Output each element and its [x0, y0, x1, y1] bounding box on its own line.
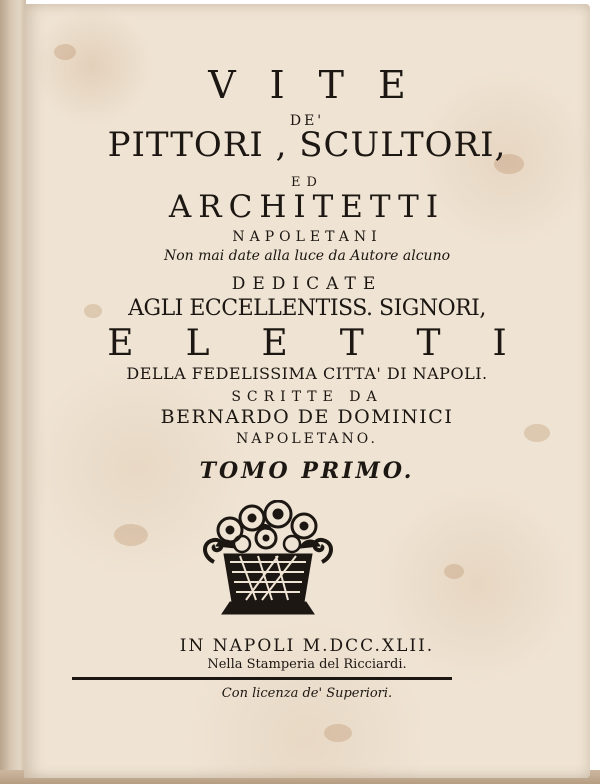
author-origin: NAPOLETANO.	[236, 431, 378, 447]
title-de: DE'	[289, 113, 325, 129]
dedication-recipients: AGLI ECCELLENTISS. SIGNORI,	[128, 296, 486, 321]
title-napoletani: NAPOLETANI	[232, 229, 382, 245]
imprint-printer: Nella Stamperia del Ricciardi.	[207, 657, 407, 672]
author-name: BERNARDO DE DOMINICI	[160, 406, 454, 428]
imprint-license: Con licenza de' Superiori.	[221, 686, 393, 701]
imprint-place-date: IN NAPOLI M.DCC.XLII.	[179, 636, 435, 656]
title-page	[24, 4, 590, 778]
volume-label: TOMO PRIMO.	[199, 458, 415, 484]
foxing-stain	[444, 564, 464, 579]
book-spine	[0, 0, 26, 784]
subtitle-non-mai: Non mai date alla luce da Autore alcuno	[163, 248, 451, 264]
dedication-eletti: ELETTI	[107, 323, 559, 364]
dedication-label: DEDICATE	[231, 274, 383, 294]
title-vite: VITE	[208, 63, 440, 107]
foxing-stain	[324, 724, 352, 742]
foxing-stain	[54, 44, 76, 60]
flower-basket-vignette-icon	[200, 500, 336, 620]
title-architetti: ARCHITETTI	[168, 189, 446, 225]
imprint-rule	[72, 677, 452, 680]
foxing-stain	[114, 524, 148, 546]
dedication-city: DELLA FEDELISSIMA CITTA' DI NAPOLI.	[126, 364, 488, 383]
title-pittori-scultori: PITTORI , SCULTORI,	[107, 125, 507, 165]
title-ed: ED	[291, 175, 323, 190]
author-label: SCRITTE DA	[231, 389, 383, 405]
